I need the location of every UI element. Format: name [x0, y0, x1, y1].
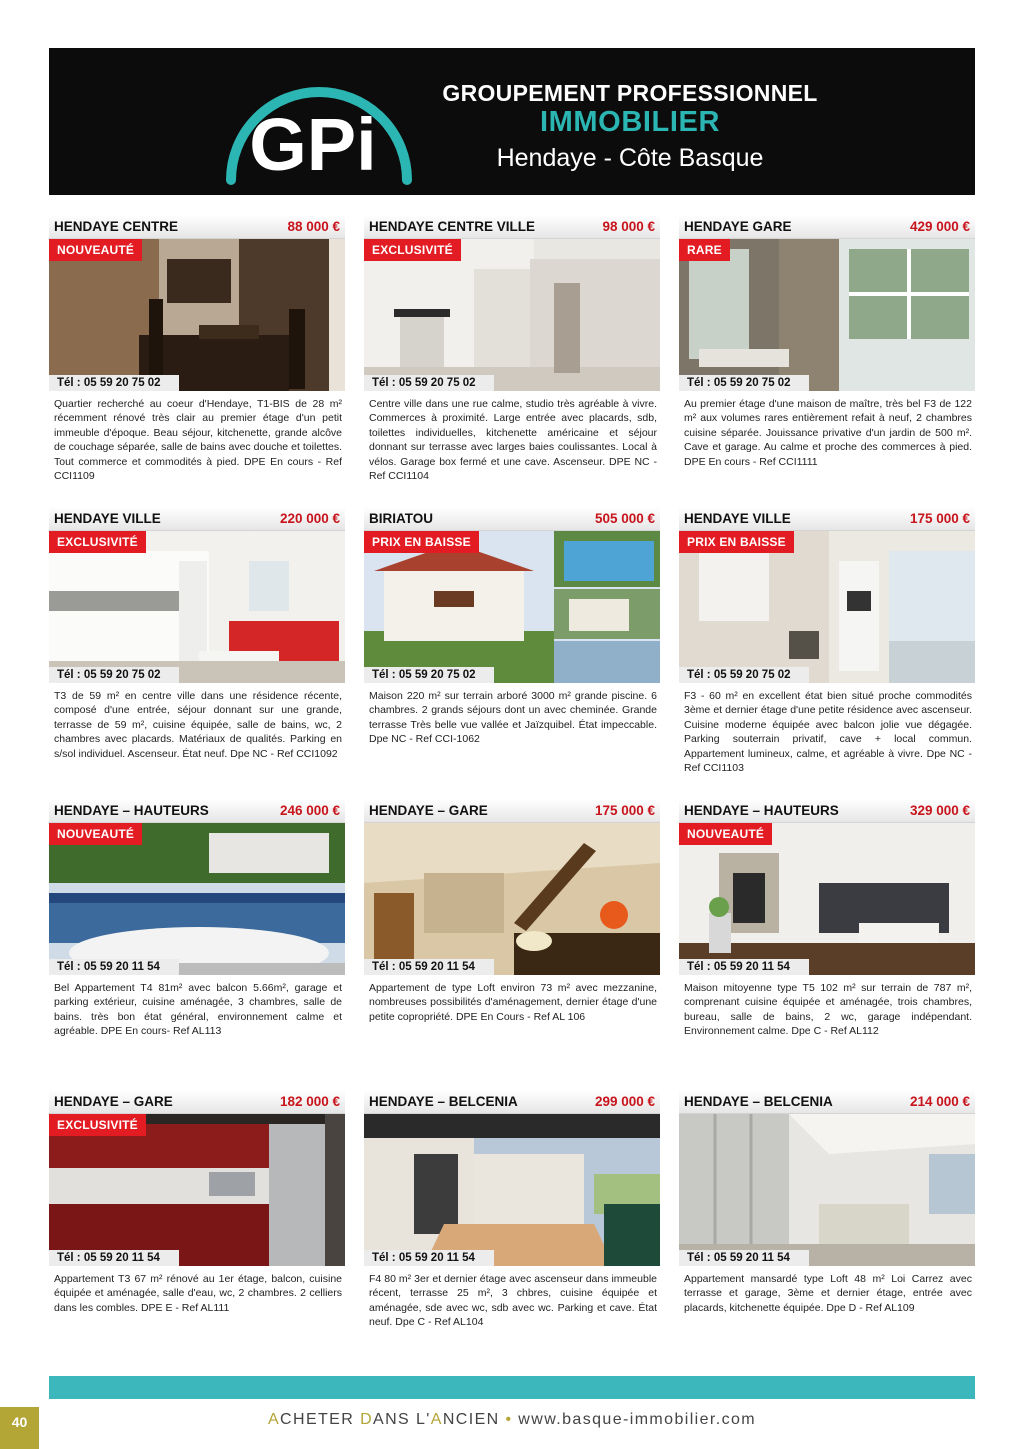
listing-description: T3 de 59 m² en centre ville dans une résidence récente, composé d'une entrée, séjour donnant sur une grande, terrasse de 59 m², cuisine équipée, salle de bains, wc, 2 chambres avec placards. Matériaux de qualités. Parking en s/sol individuel. Ascenseur. État neuf. Dpe NC - Ref CCI1092	[54, 690, 342, 760]
listing-price: 175 000 €	[909, 511, 970, 526]
listing-description: Quartier recherché au coeur d'Hendaye, T1-BIS de 28 m² récemment rénové très clair au premier étage d'un petit immeuble d'époque. Beau séjour, kitchenette, grande alcôve de couchage séparée, salle de bains avec douche et toilettes. Tout commerce et commodités à pied. DPE En cours - Ref CCI1109	[54, 398, 342, 483]
listing-card[interactable]	[364, 507, 660, 779]
listing-price: 182 000 €	[279, 1094, 340, 1109]
listing-title-bar	[679, 1090, 975, 1114]
listing-location: HENDAYE VILLE	[54, 511, 161, 526]
listing-description: Au premier étage d'une maison de maître, très bel F3 de 122 m² aux volumes rares entièrement refait à neuf, 2 chambres cuisine séparée. Jouissance privative d'un jardin de 500 m². Cave et garage. Au calme et proche des commerces à pied. DPE En cours - Ref CCI1111	[684, 398, 972, 468]
agency-header	[49, 48, 975, 195]
kitchen-living-photo[interactable]	[49, 531, 345, 683]
header-title: GROUPEMENT PROFESSIONNEL	[442, 80, 818, 106]
listing-description: Appartement mansardé type Loft 48 m² Loi Carrez avec terrasse et garage, 3ème et dernier étage, entrée avec placards, kitchenette équipée. Dpe D - Ref AL109	[684, 1273, 972, 1314]
red-kitchen-photo[interactable]	[49, 1114, 345, 1266]
listing-phone: Tél : 05 59 20 11 54	[679, 959, 809, 975]
listing-title-bar	[49, 215, 345, 239]
living-room-photo[interactable]	[679, 823, 975, 975]
listing-description: F3 - 60 m² en excellent état bien situé proche commodités 3ème et dernier étage d'une petite résidence avec ascenseur. Cuisine moderne équipée avec balcon jolie vue dégagée. Parking souterrain privatif, cave + local commun. Appartement lumineux, calme, et agréable à vivre. Dpe NC - Ref CCI1103	[684, 690, 972, 775]
logo-text: GPi	[249, 103, 377, 186]
listing-price: 429 000 €	[909, 219, 970, 234]
listing-badge: RARE	[679, 239, 730, 261]
listing-phone: Tél : 05 59 20 75 02	[364, 667, 494, 683]
listing-phone: Tél : 05 59 20 11 54	[364, 1250, 494, 1266]
listing-card[interactable]	[49, 215, 345, 487]
listing-location: HENDAYE – HAUTEURS	[684, 803, 839, 818]
listing-card[interactable]	[49, 799, 345, 1071]
listing-location: HENDAYE – GARE	[369, 803, 488, 818]
listing-title-bar	[679, 507, 975, 531]
listing-description: Appartement de type Loft environ 73 m² avec mezzanine, nombreuses possibilités d'aménagement, dernier étage d'une petite copropriété. DPE En Cours - Ref AL 106	[369, 982, 657, 1023]
listing-price: 175 000 €	[594, 803, 655, 818]
listing-card[interactable]	[679, 215, 975, 487]
listing-price: 246 000 €	[279, 803, 340, 818]
listing-location: HENDAYE – HAUTEURS	[54, 803, 209, 818]
listing-title-bar	[364, 215, 660, 239]
listing-title-bar	[49, 507, 345, 531]
listing-location: BIRIATOU	[369, 511, 433, 526]
header-location: Hendaye - Côte Basque	[496, 144, 764, 172]
listing-description: F4 80 m² 3er et dernier étage avec ascenseur dans immeuble récent, terrasse 25 m², 3 chbres, cuisine équipée et aménagée, sde avec wc, sdb avec wc. Parking et cave. État neuf. Dpe C - Ref AL104	[369, 1273, 657, 1329]
listing-price: 220 000 €	[279, 511, 340, 526]
footer-tagline	[0, 1411, 1024, 1429]
studio-interior-photo[interactable]	[364, 239, 660, 391]
listing-description: Appartement T3 67 m² rénové au 1er étage, balcon, cuisine équipée et aménagée, salle d'eau, wc, 2 chambres. 2 celliers dans les combles. DPE E - Ref AL111	[54, 1273, 342, 1314]
listing-card[interactable]	[679, 507, 975, 779]
listing-phone: Tél : 05 59 20 75 02	[49, 667, 179, 683]
listing-badge: NOUVEAUTÉ	[49, 823, 142, 845]
listing-price: 299 000 €	[594, 1094, 655, 1109]
listing-price: 214 000 €	[909, 1094, 970, 1109]
listing-phone: Tél : 05 59 20 75 02	[49, 375, 179, 391]
header-text-block	[425, 48, 835, 195]
listing-price: 88 000 €	[287, 219, 340, 234]
listing-location: HENDAYE CENTRE VILLE	[369, 219, 536, 234]
kitchen-photo[interactable]	[679, 531, 975, 683]
listing-title-bar	[364, 799, 660, 823]
footer-url-link[interactable]: www.basque-immobilier.com	[518, 1411, 757, 1428]
listing-card[interactable]	[364, 1090, 660, 1362]
listing-card[interactable]	[679, 799, 975, 1071]
listing-phone: Tél : 05 59 20 11 54	[679, 1250, 809, 1266]
listing-location: HENDAYE CENTRE	[54, 219, 179, 234]
listing-badge: EXCLUSIVITÉ	[49, 531, 146, 553]
header-subtitle: IMMOBILIER	[540, 106, 720, 138]
listing-title-bar	[49, 799, 345, 823]
listing-title-bar	[364, 507, 660, 531]
listing-description: Centre ville dans une rue calme, studio très agréable à vivre. Commerces à proximité. Large entrée avec placards, sdb, toilettes individuelles, kitchenette américaine et séjour donnant sur terrasse avec larges baies coulissantes. Local à vélos. Garage box fermé et une cave. Ascenseur. DPE NC - Ref CCI1104	[369, 398, 657, 483]
listing-price: 98 000 €	[602, 219, 655, 234]
loft-photo[interactable]	[364, 823, 660, 975]
listing-phone: Tél : 05 59 20 75 02	[679, 667, 809, 683]
basque-house-photo[interactable]	[364, 531, 660, 683]
listing-price: 329 000 €	[909, 803, 970, 818]
listing-title-bar	[49, 1090, 345, 1114]
listing-card[interactable]	[679, 1090, 975, 1362]
listing-card[interactable]	[364, 215, 660, 487]
listing-description: Bel Appartement T4 81m² avec balcon 5.66m², garage et parking extérieur, cuisine aménagée, 3 chambres, salle de bains. très bon état général, environnement calme et agréable. DPE En cours- Ref AL113	[54, 982, 342, 1038]
footer-letter-a: A	[267, 1411, 281, 1428]
listing-title-bar	[679, 215, 975, 239]
dining-room-photo[interactable]	[49, 239, 345, 391]
footer-bar	[49, 1376, 975, 1399]
listing-title-bar	[364, 1090, 660, 1114]
gpi-logo	[209, 62, 429, 188]
listing-badge: NOUVEAUTÉ	[49, 239, 142, 261]
veranda-photo[interactable]	[679, 239, 975, 391]
footer-word-ancien: NCIEN	[442, 1411, 500, 1428]
footer-word-dans: ANS L'	[373, 1411, 431, 1428]
footer-word-acheter: CHETER	[280, 1411, 361, 1428]
terrace-photo[interactable]	[364, 1114, 660, 1266]
listing-phone: Tél : 05 59 20 11 54	[364, 959, 494, 975]
listing-badge: EXCLUSIVITÉ	[49, 1114, 146, 1136]
footer-separator: •	[499, 1411, 519, 1428]
listing-location: HENDAYE – BELCENIA	[369, 1094, 518, 1109]
footer-letter-d: D	[360, 1411, 374, 1428]
listing-badge: PRIX EN BAISSE	[679, 531, 794, 553]
listing-phone: Tél : 05 59 20 11 54	[49, 959, 179, 975]
listing-location: HENDAYE GARE	[684, 219, 792, 234]
listing-description: Maison 220 m² sur terrain arboré 3000 m² grande piscine. 6 chambres. 2 grands séjours dont un avec cheminée. Grande terrasse Très belle vue vallée et Jaïzquibel. État impeccable. Dpe NC - Ref CCI-1062	[369, 690, 657, 746]
listing-phone: Tél : 05 59 20 75 02	[679, 375, 809, 391]
listing-badge: EXCLUSIVITÉ	[364, 239, 461, 261]
listing-card[interactable]	[364, 799, 660, 1071]
listing-title-bar	[679, 799, 975, 823]
listing-location: HENDAYE VILLE	[684, 511, 791, 526]
listing-location: HENDAYE – GARE	[54, 1094, 173, 1109]
balcony-view-photo[interactable]	[49, 823, 345, 975]
footer-letter-a2: A	[430, 1411, 443, 1428]
listing-phone: Tél : 05 59 20 75 02	[364, 375, 494, 391]
listing-description: Maison mitoyenne type T5 102 m² sur terrain de 787 m², comprenant cuisine équipée et aménagée, trois chambres, bureau, salle de bains, 2 wc, garage indépendant. Environnement calme. Dpe C - Ref AL112	[684, 982, 972, 1038]
listing-card[interactable]	[49, 507, 345, 779]
listing-badge: NOUVEAUTÉ	[679, 823, 772, 845]
listing-price: 505 000 €	[594, 511, 655, 526]
listing-card[interactable]	[49, 1090, 345, 1362]
listing-badge: PRIX EN BAISSE	[364, 531, 479, 553]
listing-location: HENDAYE – BELCENIA	[684, 1094, 833, 1109]
listing-phone: Tél : 05 59 20 11 54	[49, 1250, 179, 1266]
page-number: 40	[0, 1407, 39, 1449]
attic-loft-photo[interactable]	[679, 1114, 975, 1266]
